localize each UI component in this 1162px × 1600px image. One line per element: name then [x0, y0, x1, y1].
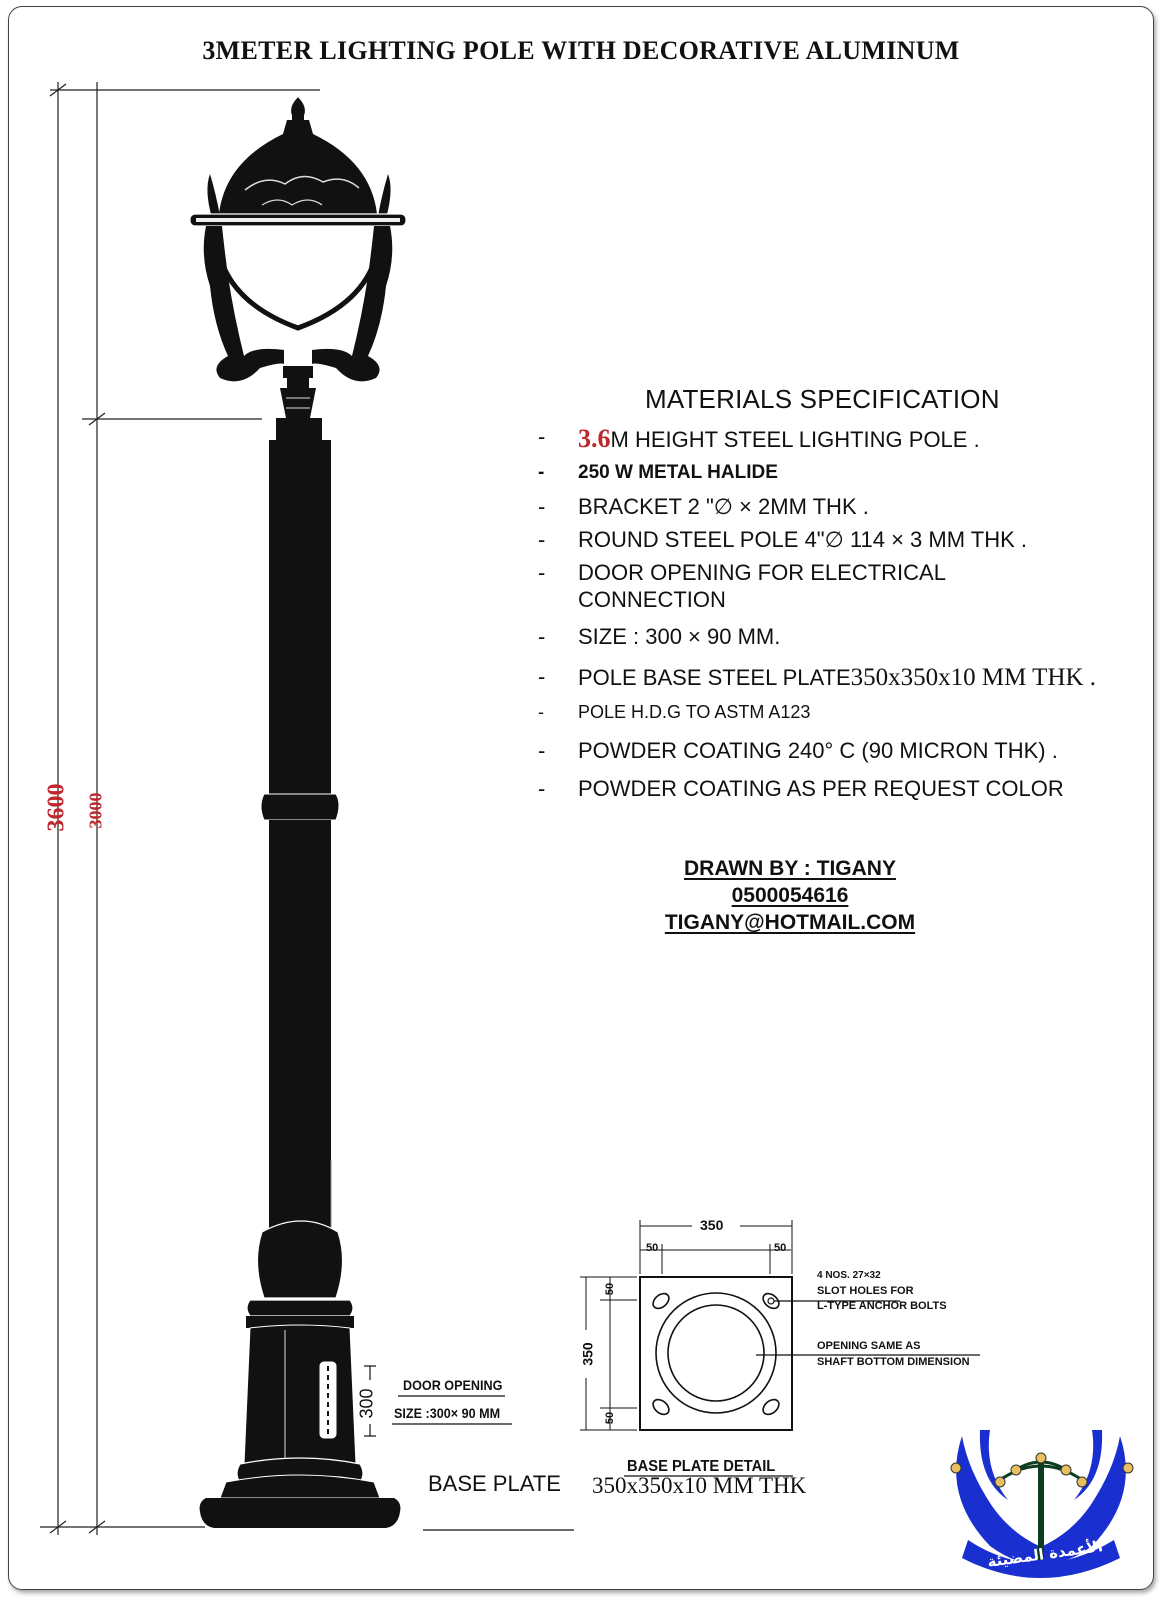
- plate-width-label: 350: [700, 1217, 724, 1233]
- door-opening-label: DOOR OPENING: [403, 1377, 503, 1393]
- plate-height-label: 350: [579, 1342, 596, 1366]
- contact-phone: 0500054616: [731, 884, 849, 907]
- company-logo-text: الأعمدة المضيئة: [986, 1536, 1104, 1572]
- pole-shaft: [261, 418, 339, 1230]
- plate-edge-left-label: 50: [646, 1242, 659, 1254]
- drawing-credits: [640, 855, 940, 936]
- spec-height-highlight: 3.6: [578, 424, 611, 453]
- drawing-title: 3METER LIGHTING POLE WITH DECORATIVE ALUMINUM: [202, 36, 960, 65]
- total-height-label: 3600: [43, 783, 70, 832]
- plate-edge-top-label: 50: [604, 1282, 617, 1296]
- holes-note-line-3: L-TYPE ANCHOR BOLTS: [817, 1300, 947, 1312]
- holes-note-line-1: 4 NOS. 27×32: [817, 1270, 881, 1281]
- opening-note-line-1: OPENING SAME AS: [817, 1340, 921, 1352]
- pole-height-label: 3000: [85, 792, 106, 829]
- opening-note-line-2: SHAFT BOTTOM DIMENSION: [817, 1356, 970, 1368]
- plate-edge-bottom-label: 50: [604, 1411, 617, 1425]
- door-height-label: 300: [356, 1388, 377, 1419]
- materials-spec-heading: MATERIALS SPECIFICATION: [645, 384, 1000, 414]
- base-plate-label: BASE PLATE: [428, 1471, 561, 1496]
- door-opening-size: SIZE :300× 90 MM: [394, 1405, 501, 1421]
- base-plate-detail-title: BASE PLATE DETAIL: [627, 1458, 776, 1475]
- drawn-by: DRAWN BY : TIGANY: [684, 857, 896, 880]
- contact-email: TIGANY@HOTMAIL.COM: [664, 911, 916, 934]
- base-plate-size: 350x350x10 MM THK: [592, 1473, 807, 1498]
- lantern-head: [190, 98, 406, 418]
- plate-edge-right-label: 50: [774, 1242, 787, 1254]
- holes-note-line-2: SLOT HOLES FOR: [817, 1285, 914, 1297]
